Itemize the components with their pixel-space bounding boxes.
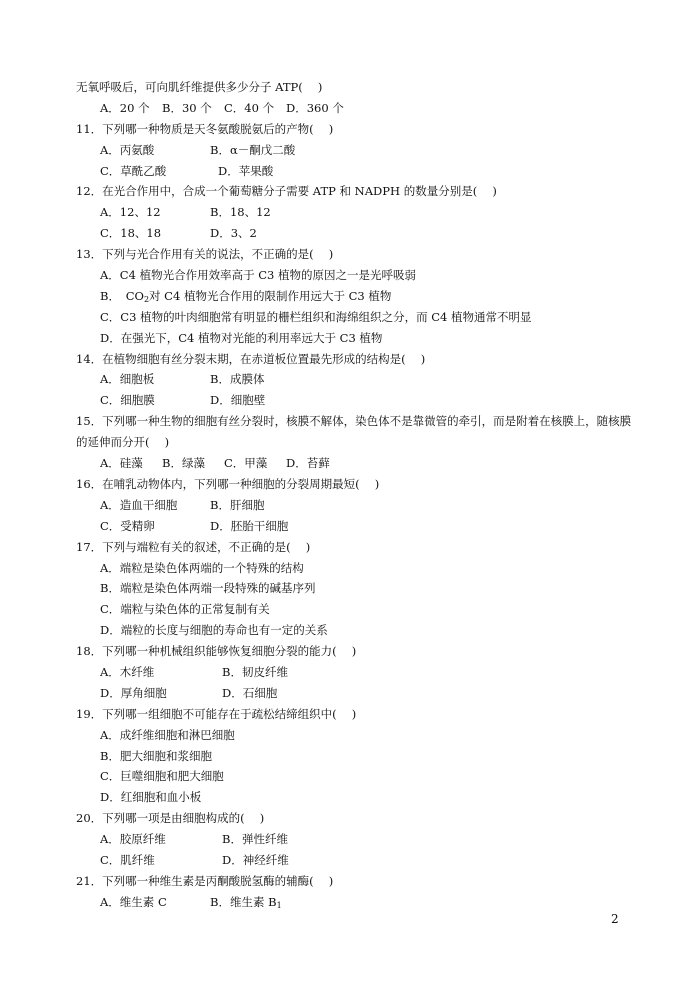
question-stem: 11．下列哪一种物质是天冬氨酸脱氨后的产物( ) [76,121,334,136]
page-number: 2 [611,912,619,926]
option-c: C．18、18 [100,226,162,241]
option-b: B．弹性纤维 [222,832,288,847]
option-c: C．端粒与染色体的正常复制有关 [100,602,270,617]
question-stem: 13．下列与光合作用有关的说法，不正确的是( ) [76,247,334,262]
option-c: C．C3 植物的叶肉细胞常有明显的栅栏组织和海绵组织之分，而 C4 植物通常不明显 [100,309,532,324]
question-stem: 14．在植物细胞有丝分裂末期，在赤道板位置最先形成的结构是( ) [76,351,426,366]
option-d: D．石细胞 [222,685,278,700]
option-d: D．红细胞和血小板 [100,790,202,805]
answer-options [76,161,636,182]
question-stem: 16．在哺乳动物体内，下列哪一种细胞的分裂周期最短( ) [76,476,380,491]
question-stem: 12．在光合作用中，合成一个葡萄糖分子需要 ATP 和 NADPH 的数量分别是( ) [76,184,497,199]
answer-options [76,892,636,913]
option-d: D．3、2 [210,226,257,241]
option-c: C．细胞膜 [100,393,155,408]
option-b: B．肥大细胞和浆细胞 [100,748,212,763]
option-d: D．苔藓 [286,456,330,471]
option-b: B．成膜体 [210,372,265,387]
answer-options [76,223,636,244]
option-c: C．草酰乙酸 [100,163,167,178]
answer-options [76,453,636,474]
option-a: A．硅藻 [100,456,143,471]
option-d: D．神经纤维 [222,852,289,867]
option-d: D．胚胎干细胞 [210,518,289,533]
option-a: A．20 个 [100,100,150,115]
option-a: A．成纤维细胞和淋巴细胞 [100,727,235,742]
option-b: B．30 个 [162,100,212,115]
answer-options [76,140,636,161]
option-b [76,286,636,307]
subscript: 2 [143,294,150,304]
option-c: C．巨噬细胞和肥大细胞 [100,769,224,784]
question-stem: 19．下列哪一组细胞不可能存在于疏松结缔组织中( ) [76,706,357,721]
option-a: A．木纤维 [100,664,155,679]
option-b [210,892,282,913]
option-d: D．苹果酸 [218,163,274,178]
question-stem: 21．下列哪一种维生素是丙酮酸脱氢酶的辅酶( ) [76,873,334,888]
subscript: 1 [276,900,282,910]
option-c: C．肌纤维 [100,852,155,867]
option-a: A．C4 植物光合作用效率高于 C3 植物的原因之一是光呼吸弱 [100,268,417,283]
option-b-prefix: B． CO [100,288,144,303]
option-c: C．甲藻 [224,456,268,471]
option-a: A．维生素 C [100,894,167,909]
option-a: A．丙氨酸 [100,142,155,157]
answer-options [76,662,636,683]
answer-options [76,850,636,871]
answer-options [76,516,636,537]
option-b: B．韧皮纤维 [222,664,288,679]
option-b-text: B．维生素 B [210,894,277,909]
option-b: B．绿藻 [162,456,205,471]
option-c: D．厚角细胞 [100,685,167,700]
answer-options [76,495,636,516]
option-b-rest: 对 C4 植物光合作用的限制作用远大于 C3 植物 [149,288,392,303]
option-b: B．肝细胞 [210,497,265,512]
option-c: C．受精卵 [100,518,155,533]
option-d: D．端粒的长度与细胞的寿命也有一定的关系 [100,623,328,638]
option-a: A．12、12 [100,205,161,220]
question-list [76,77,636,913]
option-d: D．360 个 [286,100,344,115]
option-b: B．18、12 [210,205,271,220]
option-b: B．α－酮戊二酸 [210,142,296,157]
question-stem: 15．下列哪一种生物的细胞有丝分裂时，核膜不解体，染色体不是靠微管的牵引，而是附着在核膜上，随核膜的延伸而分开( ) [76,414,632,450]
option-a: A．细胞板 [100,372,155,387]
option-a: A．端粒是染色体两端的一个特殊的结构 [100,560,304,575]
answer-options [76,369,636,390]
answer-options [76,98,636,119]
option-b: B．端粒是染色体两端一段特殊的碱基序列 [100,581,316,596]
answer-options [76,202,636,223]
question-stem: 18．下列哪一种机械组织能够恢复细胞分裂的能力( ) [76,644,357,659]
answer-options [76,683,636,704]
option-a: A．造血干细胞 [100,497,178,512]
option-c: C．40 个 [224,100,275,115]
option-d: D．细胞壁 [210,393,266,408]
question-stem: 17．下列与端粒有关的叙述，不正确的是( ) [76,539,311,554]
option-d: D．在强光下，C4 植物对光能的利用率远大于 C3 植物 [100,330,383,345]
question-stem: 无氧呼吸后，可向肌纤维提供多少分子 ATP( ) [76,80,323,94]
answer-options [76,829,636,850]
option-a: A．胶原纤维 [100,832,166,847]
answer-options [76,390,636,411]
question-stem: 20．下列哪一项是由细胞构成的( ) [76,811,265,826]
